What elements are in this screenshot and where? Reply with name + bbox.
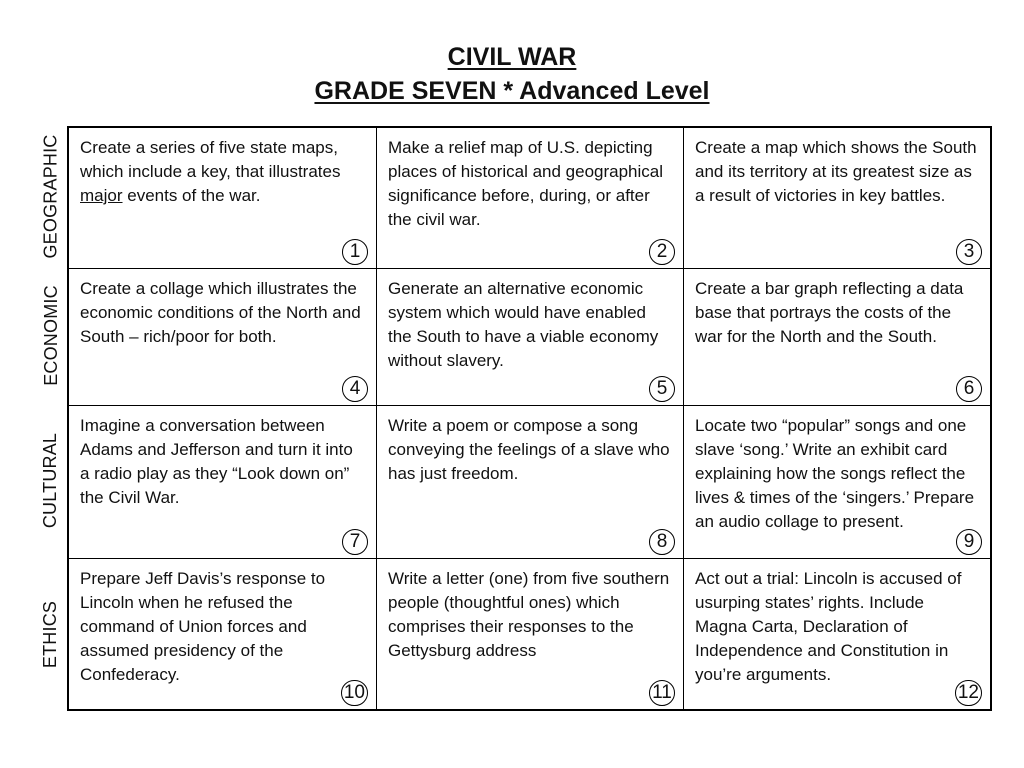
activity-cell bbox=[684, 559, 990, 709]
activity-text: Write a letter (one) from five southern people (thoughtful ones) which comprises their responses to the Gettysburg address bbox=[388, 569, 670, 660]
activity-cell bbox=[69, 559, 377, 709]
activity-cell bbox=[69, 128, 377, 269]
page-title bbox=[0, 40, 1024, 108]
activity-text: Create a map which shows the South and its territory at its greatest size as a result of victories in key battles. bbox=[695, 138, 977, 205]
activity-number: 8 bbox=[649, 529, 675, 555]
activity-number: 10 bbox=[341, 680, 368, 706]
title-line-1: CIVIL WAR bbox=[447, 43, 577, 71]
activity-text: Prepare Jeff Davis’s response to Lincoln when he refused the command of Union forces and assumed presidency of the Confederacy. bbox=[80, 569, 326, 684]
activity-number: 1 bbox=[342, 239, 368, 265]
activity-text: Create a series of five state maps, which include a key, that illustrates major events of the war. bbox=[80, 138, 341, 205]
activity-number: 11 bbox=[649, 680, 675, 706]
activity-cell bbox=[377, 269, 684, 406]
activity-cell bbox=[377, 406, 684, 559]
activity-number: 7 bbox=[342, 529, 368, 555]
activity-cell bbox=[377, 128, 684, 269]
activity-text: Create a bar graph reflecting a data base that portrays the costs of the war for the North and the South. bbox=[695, 279, 964, 346]
row-label-cultural: CULTURAL bbox=[40, 432, 61, 529]
row-label-ethics: ETHICS bbox=[40, 600, 61, 668]
activity-grid bbox=[67, 126, 992, 711]
activity-number: 5 bbox=[649, 376, 675, 402]
activity-text: Locate two “popular” songs and one slave ‘song.’ Write an exhibit card explaining how the songs reflect the lives & times of the ‘singers.’ Prepare an audio collage to present. bbox=[695, 416, 975, 531]
row-label-economic: ECONOMIC bbox=[40, 285, 61, 386]
activity-text: Imagine a conversation between Adams and Jefferson and turn it into a radio play as they “Look down on” the Civil War. bbox=[80, 416, 353, 507]
activity-cell bbox=[684, 406, 990, 559]
activity-cell bbox=[377, 559, 684, 709]
activity-text: Generate an alternative economic system which would have enabled the South to have a viable economy without slavery. bbox=[388, 279, 659, 370]
activity-text: Act out a trial: Lincoln is accused of usurping states’ rights. Include Magna Carta, Declaration of Independence and Constitution in you’re arguments. bbox=[695, 569, 962, 684]
activity-number: 3 bbox=[956, 239, 982, 265]
activity-number: 9 bbox=[956, 529, 982, 555]
underlined-word: major bbox=[80, 186, 123, 205]
title-line-2: GRADE SEVEN * Advanced Level bbox=[314, 77, 710, 105]
activity-cell bbox=[684, 269, 990, 406]
row-label-geographic: GEOGRAPHIC bbox=[40, 134, 61, 259]
activity-number: 2 bbox=[649, 239, 675, 265]
activity-number: 6 bbox=[956, 376, 982, 402]
activity-number: 12 bbox=[955, 680, 982, 706]
activity-cell bbox=[69, 269, 377, 406]
activity-cell bbox=[684, 128, 990, 269]
activity-text: Make a relief map of U.S. depicting places of historical and geographical significance before, during, or after the civil war. bbox=[388, 138, 664, 229]
activity-number: 4 bbox=[342, 376, 368, 402]
activity-text: Write a poem or compose a song conveying the feelings of a slave who has just freedom. bbox=[388, 416, 670, 483]
activity-text: Create a collage which illustrates the economic conditions of the North and South – rich/poor for both. bbox=[80, 279, 361, 346]
activity-cell bbox=[69, 406, 377, 559]
